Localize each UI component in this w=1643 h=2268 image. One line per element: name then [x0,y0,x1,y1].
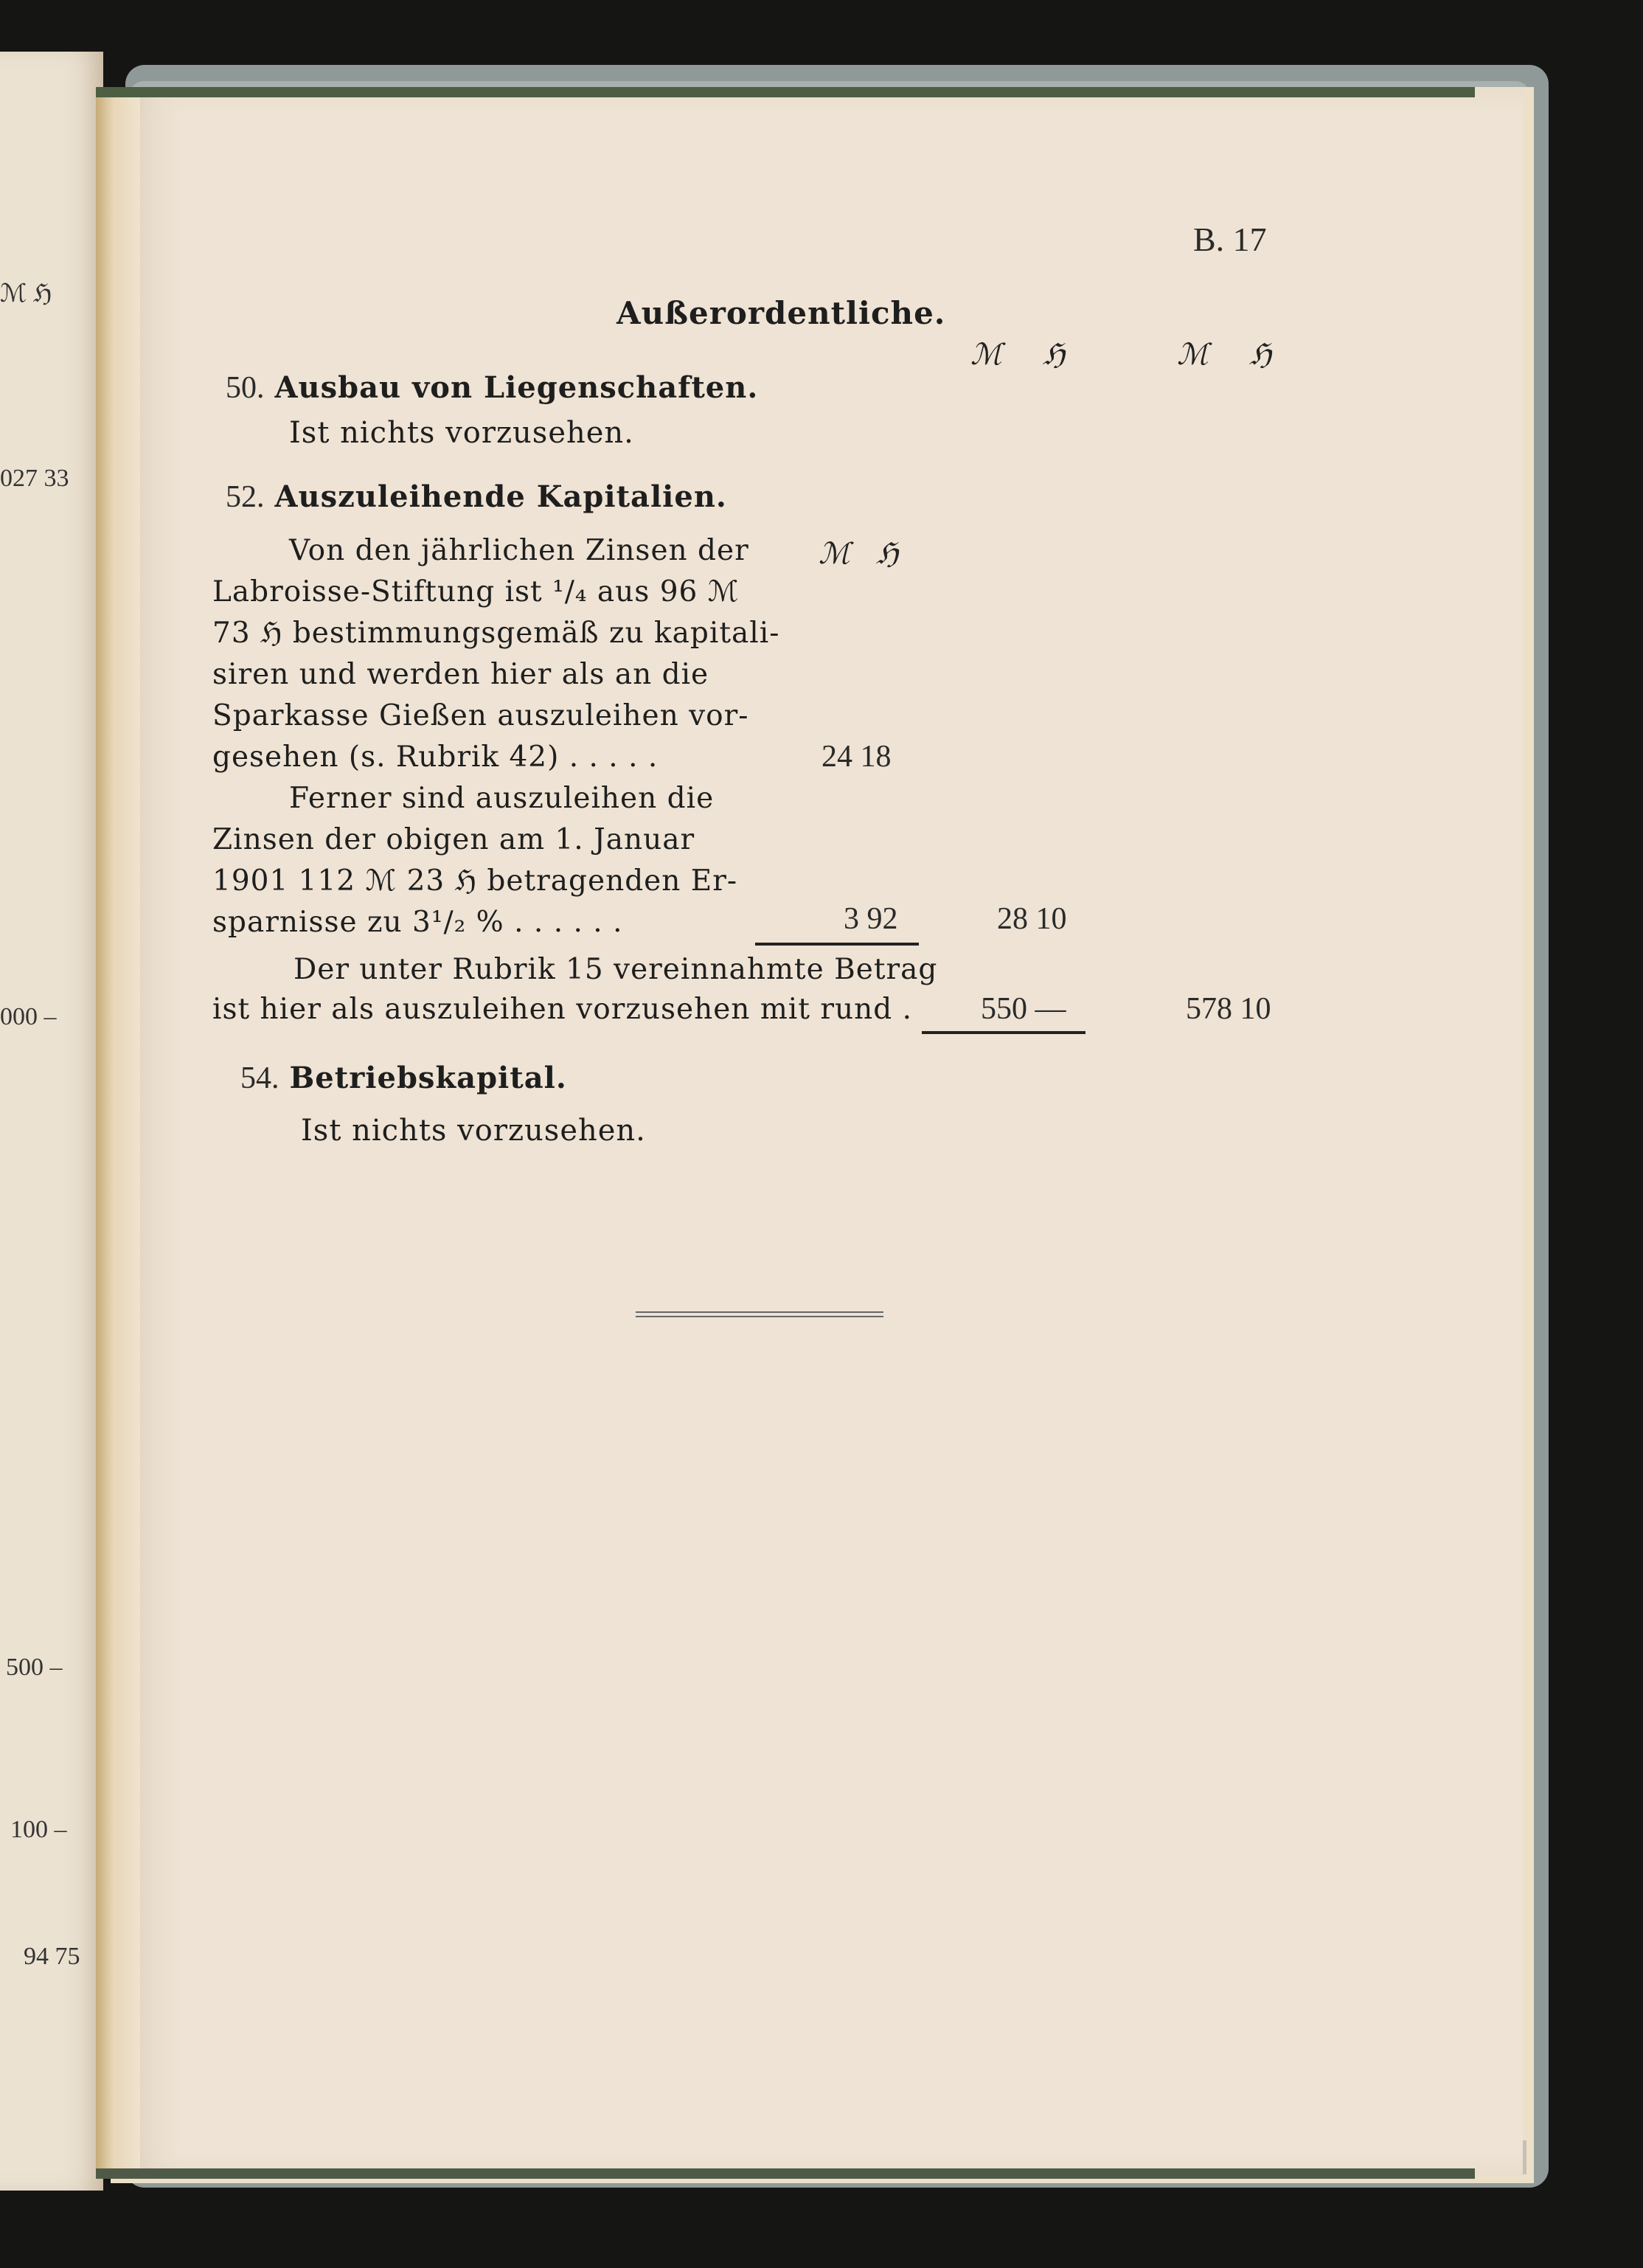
para1-line: 73 ℌ bestimmungsgemäß zu kapitali- [212,617,780,650]
page-gutter [96,89,140,2176]
para2-line: Ferner sind auszuleihen die [289,782,715,815]
inner-pf-header: ℌ [876,537,899,571]
page-reference: B. 17 [1193,221,1267,258]
column1-mark-header: ℳ [970,338,1002,372]
section-title: Außerordentliche. [616,295,946,331]
para1-line: Von den jährlichen Zinsen der [289,534,749,567]
item-heading: Ausbau von Liegenschaften. [274,370,759,405]
para2-subtotal: 28 10 [997,902,1067,936]
spine-band-bottom [96,2168,1475,2179]
para3-line: ist hier als auszuleihen vorzusehen mit rund . [212,993,912,1026]
item-number: 54. [240,1061,279,1095]
left-page-value: 000 – [0,1003,57,1030]
item-number: 50. [226,371,265,405]
para2-line: 1901 112 ℳ 23 ℌ betragenden Er- [212,864,738,898]
left-page-currency-header: ℳ ℌ [0,280,52,308]
para3-line: Der unter Rubrik 15 vereinnahmte Betrag [293,953,938,986]
sum-rule [755,943,919,946]
sum-rule [922,1031,1086,1034]
para1-line: Sparkasse Gießen auszuleihen vor- [212,699,749,732]
para2-line: sparnisse zu 3¹/₂ % . . . . . . [212,906,623,939]
column2-mark-header: ℳ [1177,338,1209,372]
item-52 [226,479,727,515]
left-page-value: 94 75 [24,1943,80,1970]
item-50-note: Ist nichts vorzusehen. [289,416,634,450]
item-number: 52. [226,480,265,514]
inner-mark-header: ℳ [819,537,850,571]
para3-amount: 550 — [981,992,1066,1026]
item-heading: Auszuleihende Kapitalien. [274,479,727,514]
item-50 [226,370,758,406]
para1-line: gesehen (s. Rubrik 42) . . . . . [212,741,659,774]
para1-line: siren und werden hier als an die [212,658,709,691]
item-heading: Betriebskapital. [289,1061,567,1095]
column1-pf-header: ℌ [1043,338,1066,372]
para2-amount: 3 92 [844,902,898,936]
end-double-rule [636,1311,883,1317]
grand-total: 578 10 [1186,992,1271,1026]
para2-line: Zinsen der obigen am 1. Januar [212,823,695,856]
left-page [0,52,103,2191]
item-54 [240,1061,567,1096]
left-page-value: 027 33 [0,465,69,492]
column2-pf-header: ℌ [1249,338,1272,372]
left-page-value: 100 – [10,1816,67,1843]
para1-amount: 24 18 [822,740,892,774]
item-54-note: Ist nichts vorzusehen. [301,1114,646,1148]
left-page-value: 500 – [6,1654,63,1681]
spine-band-top [96,87,1475,97]
para1-line: Labroisse-Stiftung ist ¹/₄ aus 96 ℳ [212,575,740,608]
